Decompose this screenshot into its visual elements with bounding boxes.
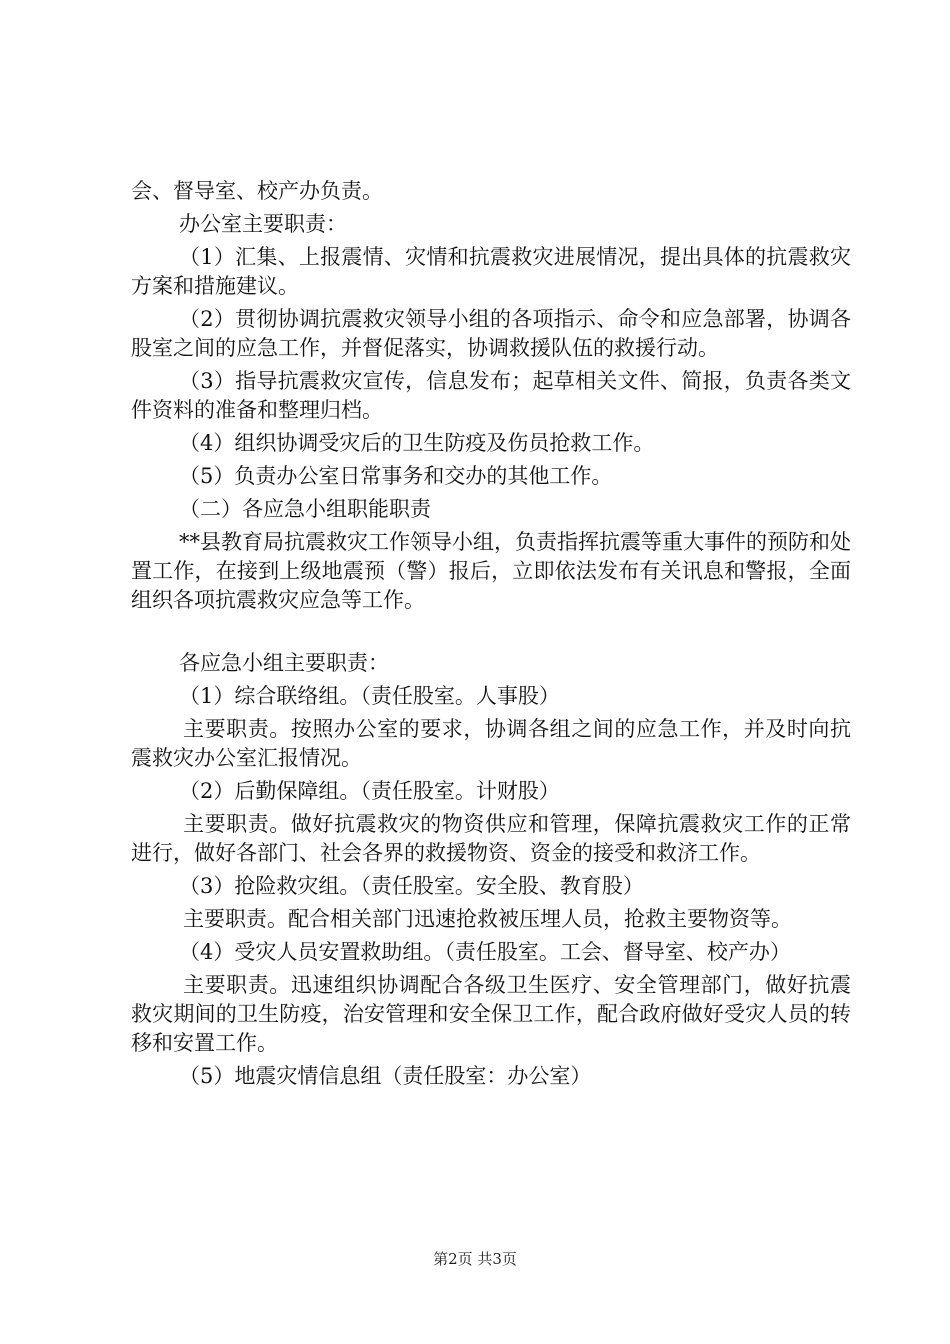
section-heading: （二）各应急小组职能职责 [179,497,431,521]
document-body [131,177,851,1095]
paragraph: 办公室主要职责： [179,212,347,236]
paragraph: **县教育局抗震救灾工作领导小组，负责指挥抗震等重大事件的预防和处置工作，在接到上级地震预（警）报后，立即依法发布有关讯息和警报，全面组织各项抗震救灾应急等工作。 [131,530,851,612]
paragraph: 主要职责。配合相关部门迅速抢救被压埋人员，抢救主要物资等。 [183,907,792,931]
paragraph: 各应急小组主要职责： [179,651,389,675]
paragraph: 会、督导室、校产办负责。 [131,179,383,203]
paragraph: （1）汇集、上报震情、灾情和抗震救灾进展情况，提出具体的抗震救灾方案和措施建议。 [131,245,851,298]
paragraph: 主要职责。做好抗震救灾的物资供应和管理，保障抗震救灾工作的正常进行，做好各部门、社会各界的救援物资、资金的接受和救济工作。 [131,812,851,865]
paragraph: （1）综合联络组。（责任股室。人事股） [179,684,560,708]
paragraph: 主要职责。按照办公室的要求，协调各组之间的应急工作，并及时向抗震救灾办公室汇报情况。 [131,717,851,770]
page-number-label: 第2页 共3页 [433,1250,517,1268]
paragraph: （4）组织协调受灾后的卫生防疫及伤员抢救工作。 [179,431,655,455]
paragraph: （3）抢险救灾组。（责任股室。安全股、教育股） [179,874,644,898]
paragraph: （3）指导抗震救灾宣传，信息发布；起草相关文件、简报，负责各类文件资料的准备和整理归档。 [131,369,851,422]
page-footer [0,1248,950,1269]
paragraph: （4）受灾人员安置救助组。（责任股室。工会、督导室、校产办） [179,940,791,964]
paragraph: （2）贯彻协调抗震救灾领导小组的各项指示、命令和应急部署，协调各股室之间的应急工作，并督促落实，协调救援队伍的救援行动。 [131,307,851,360]
paragraph: （5）负责办公室日常事务和交办的其他工作。 [179,464,613,488]
paragraph: （2）后勤保障组。（责任股室。计财股） [179,779,560,803]
paragraph: （5）地震灾情信息组（责任股室：办公室） [179,1064,592,1088]
paragraph: 主要职责。迅速组织协调配合各级卫生医疗、安全管理部门，做好抗震救灾期间的卫生防疫，治安管理和安全保卫工作，配合政府做好受灾人员的转移和安置工作。 [131,973,851,1055]
